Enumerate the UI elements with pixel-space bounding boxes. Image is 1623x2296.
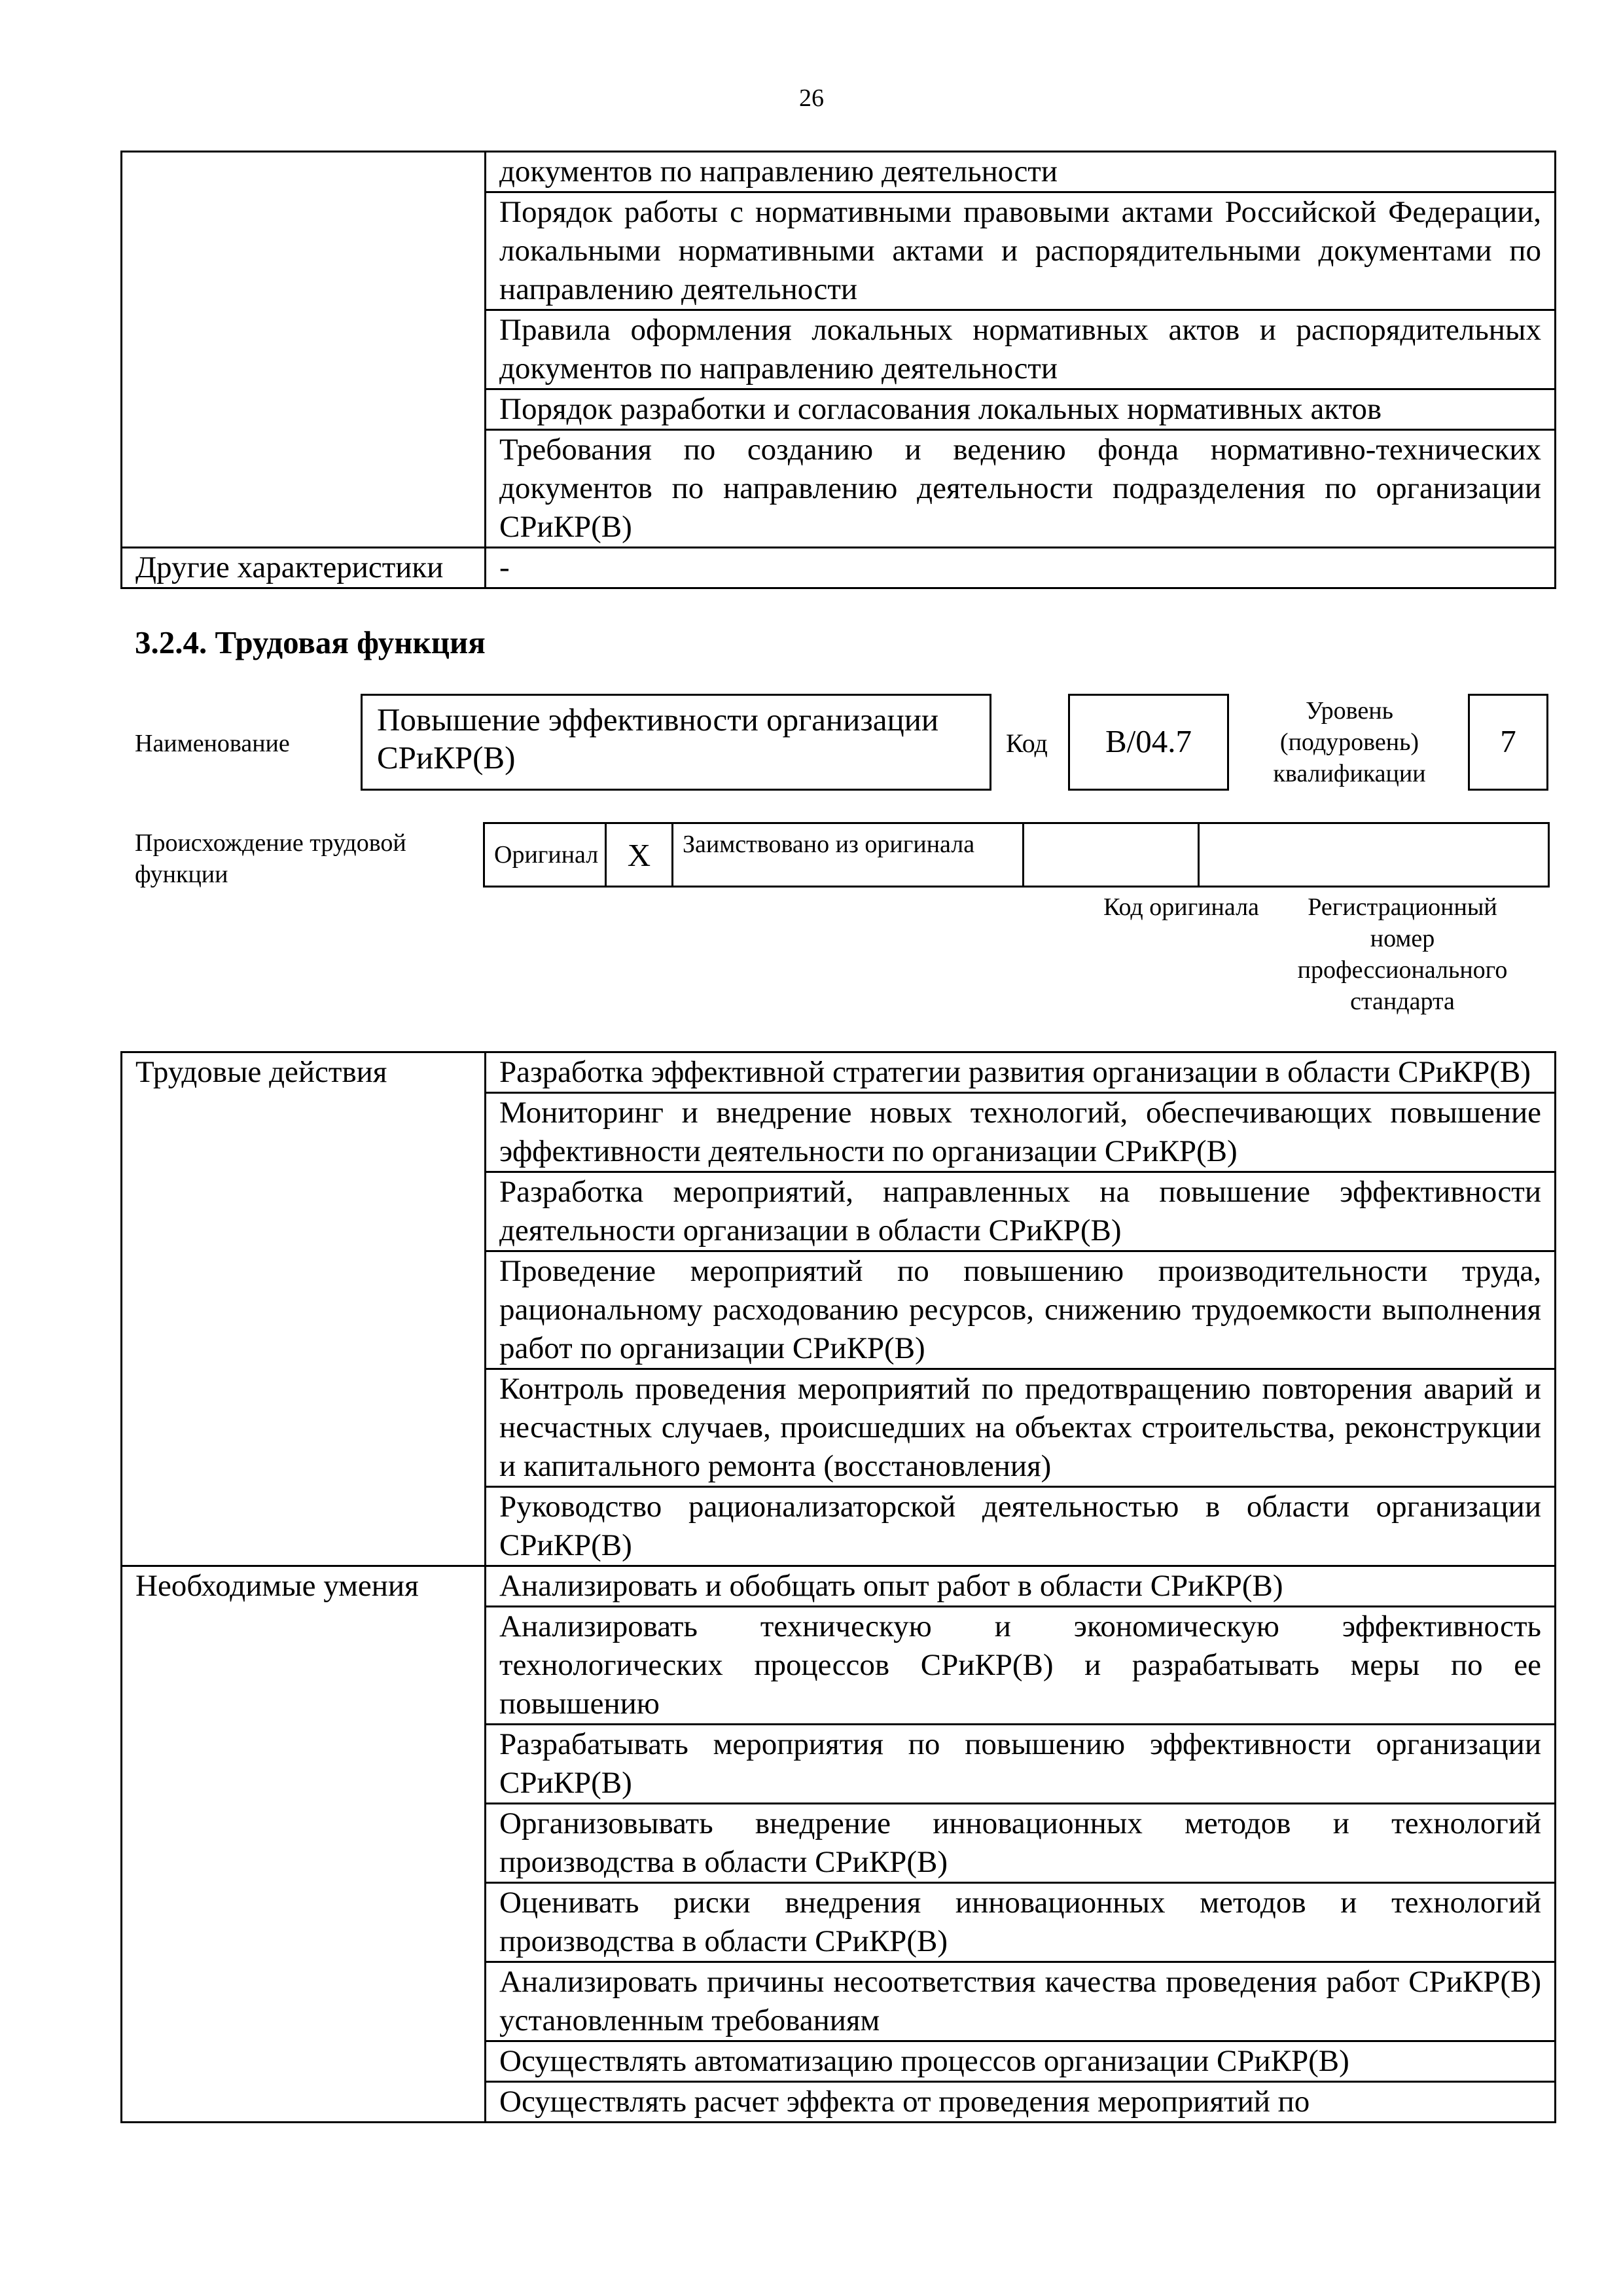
labor-action-row: Контроль проведения мероприятий по предотвращению повторения аварий и несчастных случаев, происшедших на объектах строительства, реконструкции и капитального ремонта (восстановления) xyxy=(486,1369,1556,1487)
function-name-value: Повышение эффективности организации СРиКР(В) xyxy=(361,694,991,791)
other-characteristics-label: Другие характеристики xyxy=(122,548,486,588)
knowledge-table-continued xyxy=(120,151,1556,589)
knowledge-row: Порядок разработки и согласования локальных нормативных актов xyxy=(486,389,1556,430)
origin-table xyxy=(483,822,1550,888)
knowledge-row: Правила оформления локальных нормативных актов и распорядительных документов по направлению деятельности xyxy=(486,310,1556,389)
code-original-cell xyxy=(1024,823,1199,887)
labor-action-row: Мониторинг и внедрение новых технологий, обеспечивающих повышение эффективности деятельности по организации СРиКР(В) xyxy=(486,1093,1556,1172)
original-label: Оригинал xyxy=(484,823,606,887)
labor-action-row: Проведение мероприятий по повышению производительности труда, рациональному расходованию ресурсов, снижению трудоемкости выполнения работ по организации СРиКР(В) xyxy=(486,1251,1556,1369)
skill-row: Организовывать внедрение инновационных методов и технологий производства в области СРиКР(В) xyxy=(486,1804,1556,1883)
function-code-value: В/04.7 xyxy=(1068,694,1229,791)
skills-label: Необходимые умения xyxy=(122,1566,486,2123)
code-label: Код xyxy=(1006,728,1048,758)
skill-row: Оценивать риски внедрения инновационных методов и технологий производства в области СРиКР(В) xyxy=(486,1883,1556,1962)
code-original-label: Код оригинала xyxy=(1103,893,1259,921)
skill-row: Осуществлять расчет эффекта от проведения мероприятий по xyxy=(486,2082,1556,2123)
knowledge-row: Порядок работы с нормативными правовыми актами Российской Федерации, локальными нормативными актами и распорядительными документами по направлению деятельности xyxy=(486,192,1556,310)
skill-row: Анализировать и обобщать опыт работ в области СРиКР(В) xyxy=(486,1566,1556,1607)
reg-number-label: Регистрационный номер профессионального стандарта xyxy=(1297,893,1508,1015)
labor-function-table xyxy=(120,1051,1556,2123)
level-value: 7 xyxy=(1468,694,1548,791)
name-label: Наименование xyxy=(135,730,290,757)
borrowed-label: Заимствовано из оригинала xyxy=(673,823,1024,887)
reg-number-cell xyxy=(1199,823,1549,887)
labor-action-row: Руководство рационализаторской деятельностью в области организации СРиКР(В) xyxy=(486,1487,1556,1566)
knowledge-row: Требования по созданию и ведению фонда нормативно-технических документов по направлению деятельности подразделения по организации СРиКР(В) xyxy=(486,430,1556,548)
labor-action-row: Разработка мероприятий, направленных на повышение эффективности деятельности организации в области СРиКР(В) xyxy=(486,1172,1556,1251)
skill-row: Осуществлять автоматизацию процессов организации СРиКР(В) xyxy=(486,2041,1556,2082)
level-label: Уровень (подуровень) квалификации xyxy=(1273,697,1426,787)
labor-action-row: Разработка эффективной стратегии развития организации в области СРиКР(В) xyxy=(486,1052,1556,1093)
skill-row: Анализировать техническую и экономическую эффективность технологических процессов СРиКР(В) и разрабатывать меры по ее повышению xyxy=(486,1607,1556,1725)
other-characteristics-value: - xyxy=(486,548,1556,588)
knowledge-row: документов по направлению деятельности xyxy=(486,152,1556,192)
labor-actions-label: Трудовые действия xyxy=(122,1052,486,1566)
skill-row: Анализировать причины несоответствия качества проведения работ СРиКР(В) установленным требованиям xyxy=(486,1962,1556,2041)
empty-label-cell xyxy=(122,152,486,548)
section-heading: 3.2.4. Трудовая функция xyxy=(135,624,486,660)
page-number: 26 xyxy=(799,84,824,112)
original-mark: X xyxy=(606,823,673,887)
origin-label: Происхождение трудовой функции xyxy=(135,829,406,888)
skill-row: Разрабатывать мероприятия по повышению эффективности организации СРиКР(В) xyxy=(486,1725,1556,1804)
